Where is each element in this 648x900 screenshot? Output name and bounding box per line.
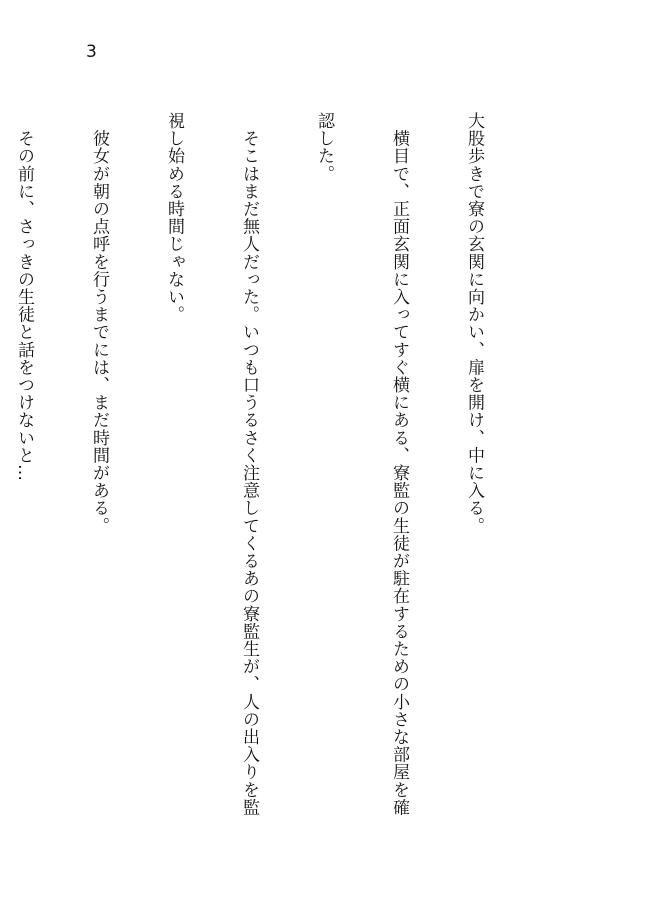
text-line: その前に、さっきの生徒と話をつけないと… xyxy=(14,112,34,482)
vertical-text-body xyxy=(0,112,536,832)
text-line: 大股歩きで寮の玄関に向かい、扉を開け、中に入る。 xyxy=(464,112,484,535)
text-line: そこはまだ無人だった。いつも口うるさく注意してくるあの寮監生が、人の出入りを監 xyxy=(239,112,259,816)
page-number: 3 xyxy=(86,42,97,62)
text-line: 視し始める時間じゃない。 xyxy=(164,112,184,324)
text-line: 彼女が朝の点呼を行うまでには、まだ時間がある。 xyxy=(89,112,109,535)
text-line: 認した。 xyxy=(314,112,334,183)
text-line: 横目で、正面玄関に入ってすぐ横にある、寮監の生徒が駐在するための小さな部屋を確 xyxy=(389,112,409,816)
